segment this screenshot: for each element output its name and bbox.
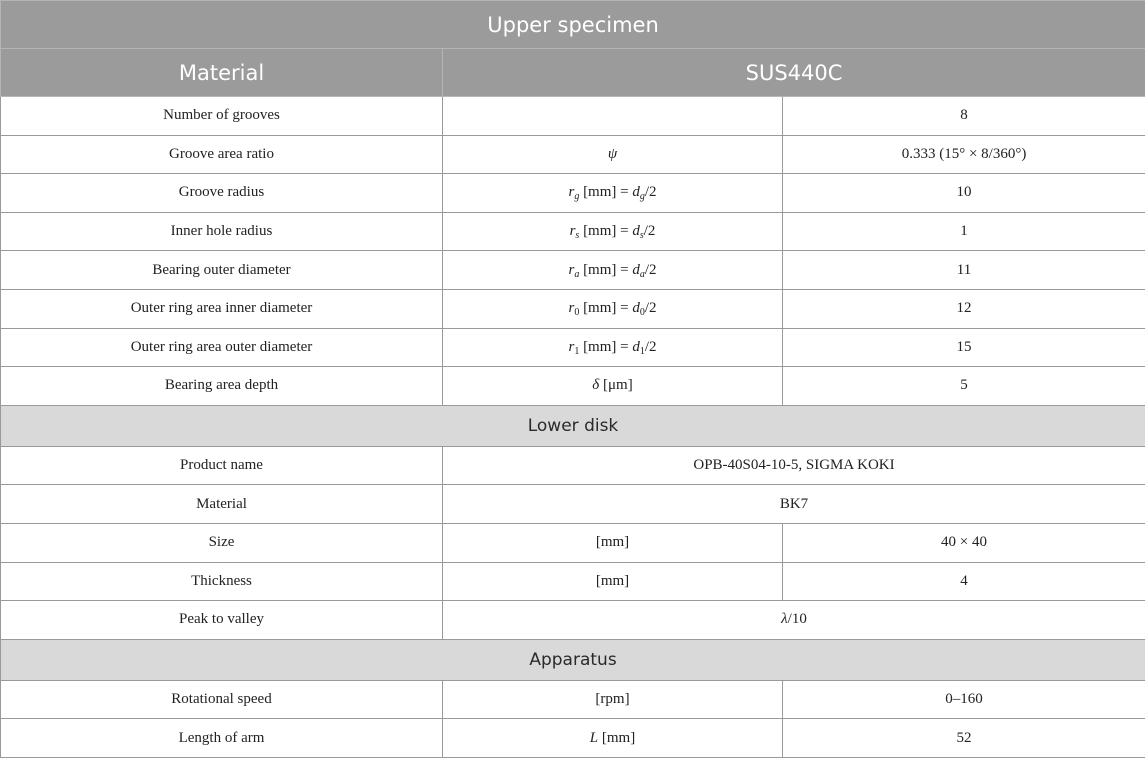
row-symbol: [rpm] [443, 680, 783, 719]
row-value: BK7 [443, 485, 1145, 524]
material-label: Material [1, 49, 443, 97]
table-row [1, 212, 1145, 251]
row-value: 4 [783, 562, 1145, 601]
row-symbol: δ [μm] [443, 367, 783, 406]
row-symbol: ψ [443, 135, 783, 174]
row-symbol: L [mm] [443, 719, 783, 758]
row-value: 1 [783, 212, 1145, 251]
row-label: Thickness [1, 562, 443, 601]
row-label: Bearing outer diameter [1, 251, 443, 290]
row-label: Groove radius [1, 174, 443, 213]
row-symbol: $r_g$ $[mm] = d_g/2$ [443, 174, 783, 213]
table-row [1, 251, 1145, 290]
row-label: Number of grooves [1, 97, 443, 136]
row-value: λ/10 [443, 601, 1145, 640]
row-value: 11 [783, 251, 1145, 290]
row-value: 0–160 [783, 680, 1145, 719]
row-symbol: $r_s$ $[mm] = d_s/2$ [443, 212, 783, 251]
lower-disk-title: Lower disk [1, 405, 1145, 446]
row-symbol: $r_0$ $[mm] = d_0/2$ [443, 289, 783, 328]
row-value: 0.333 (15° × 8/360°) [783, 135, 1145, 174]
row-label: Groove area ratio [1, 135, 443, 174]
row-symbol [443, 97, 783, 136]
lower-disk-header-row [1, 405, 1145, 446]
table-row [1, 174, 1145, 213]
table-row [1, 719, 1145, 758]
table-row [1, 97, 1145, 136]
table-row [1, 523, 1145, 562]
table-row [1, 328, 1145, 367]
row-label: Product name [1, 446, 443, 485]
table-row [1, 601, 1145, 640]
row-value: 10 [783, 174, 1145, 213]
table-row [1, 680, 1145, 719]
table-row [1, 135, 1145, 174]
table-row [1, 446, 1145, 485]
row-value: 52 [783, 719, 1145, 758]
row-value: 15 [783, 328, 1145, 367]
row-label: Material [1, 485, 443, 524]
apparatus-header-row [1, 639, 1145, 680]
row-symbol: $r_1$ $[mm] = d_1/2$ [443, 328, 783, 367]
table-row [1, 289, 1145, 328]
row-label: Length of arm [1, 719, 443, 758]
table-row [1, 562, 1145, 601]
upper-specimen-header-row [1, 1, 1145, 49]
row-value: OPB-40S04-10-5, SIGMA KOKI [443, 446, 1145, 485]
apparatus-title: Apparatus [1, 639, 1145, 680]
row-symbol: $r_a$ $[mm] = d_a/2$ [443, 251, 783, 290]
row-value: 12 [783, 289, 1145, 328]
row-symbol: [mm] [443, 562, 783, 601]
upper-specimen-title: Upper specimen [1, 1, 1145, 49]
row-label: Rotational speed [1, 680, 443, 719]
row-value: 40 × 40 [783, 523, 1145, 562]
table-row [1, 485, 1145, 524]
material-value: SUS440C [443, 49, 1145, 97]
row-label: Inner hole radius [1, 212, 443, 251]
material-header-row [1, 49, 1145, 97]
row-value: 8 [783, 97, 1145, 136]
table-row [1, 367, 1145, 406]
row-label: Bearing area depth [1, 367, 443, 406]
row-label: Outer ring area outer diameter [1, 328, 443, 367]
row-symbol: [mm] [443, 523, 783, 562]
row-label: Size [1, 523, 443, 562]
row-label: Peak to valley [1, 601, 443, 640]
row-label: Outer ring area inner diameter [1, 289, 443, 328]
row-value: 5 [783, 367, 1145, 406]
